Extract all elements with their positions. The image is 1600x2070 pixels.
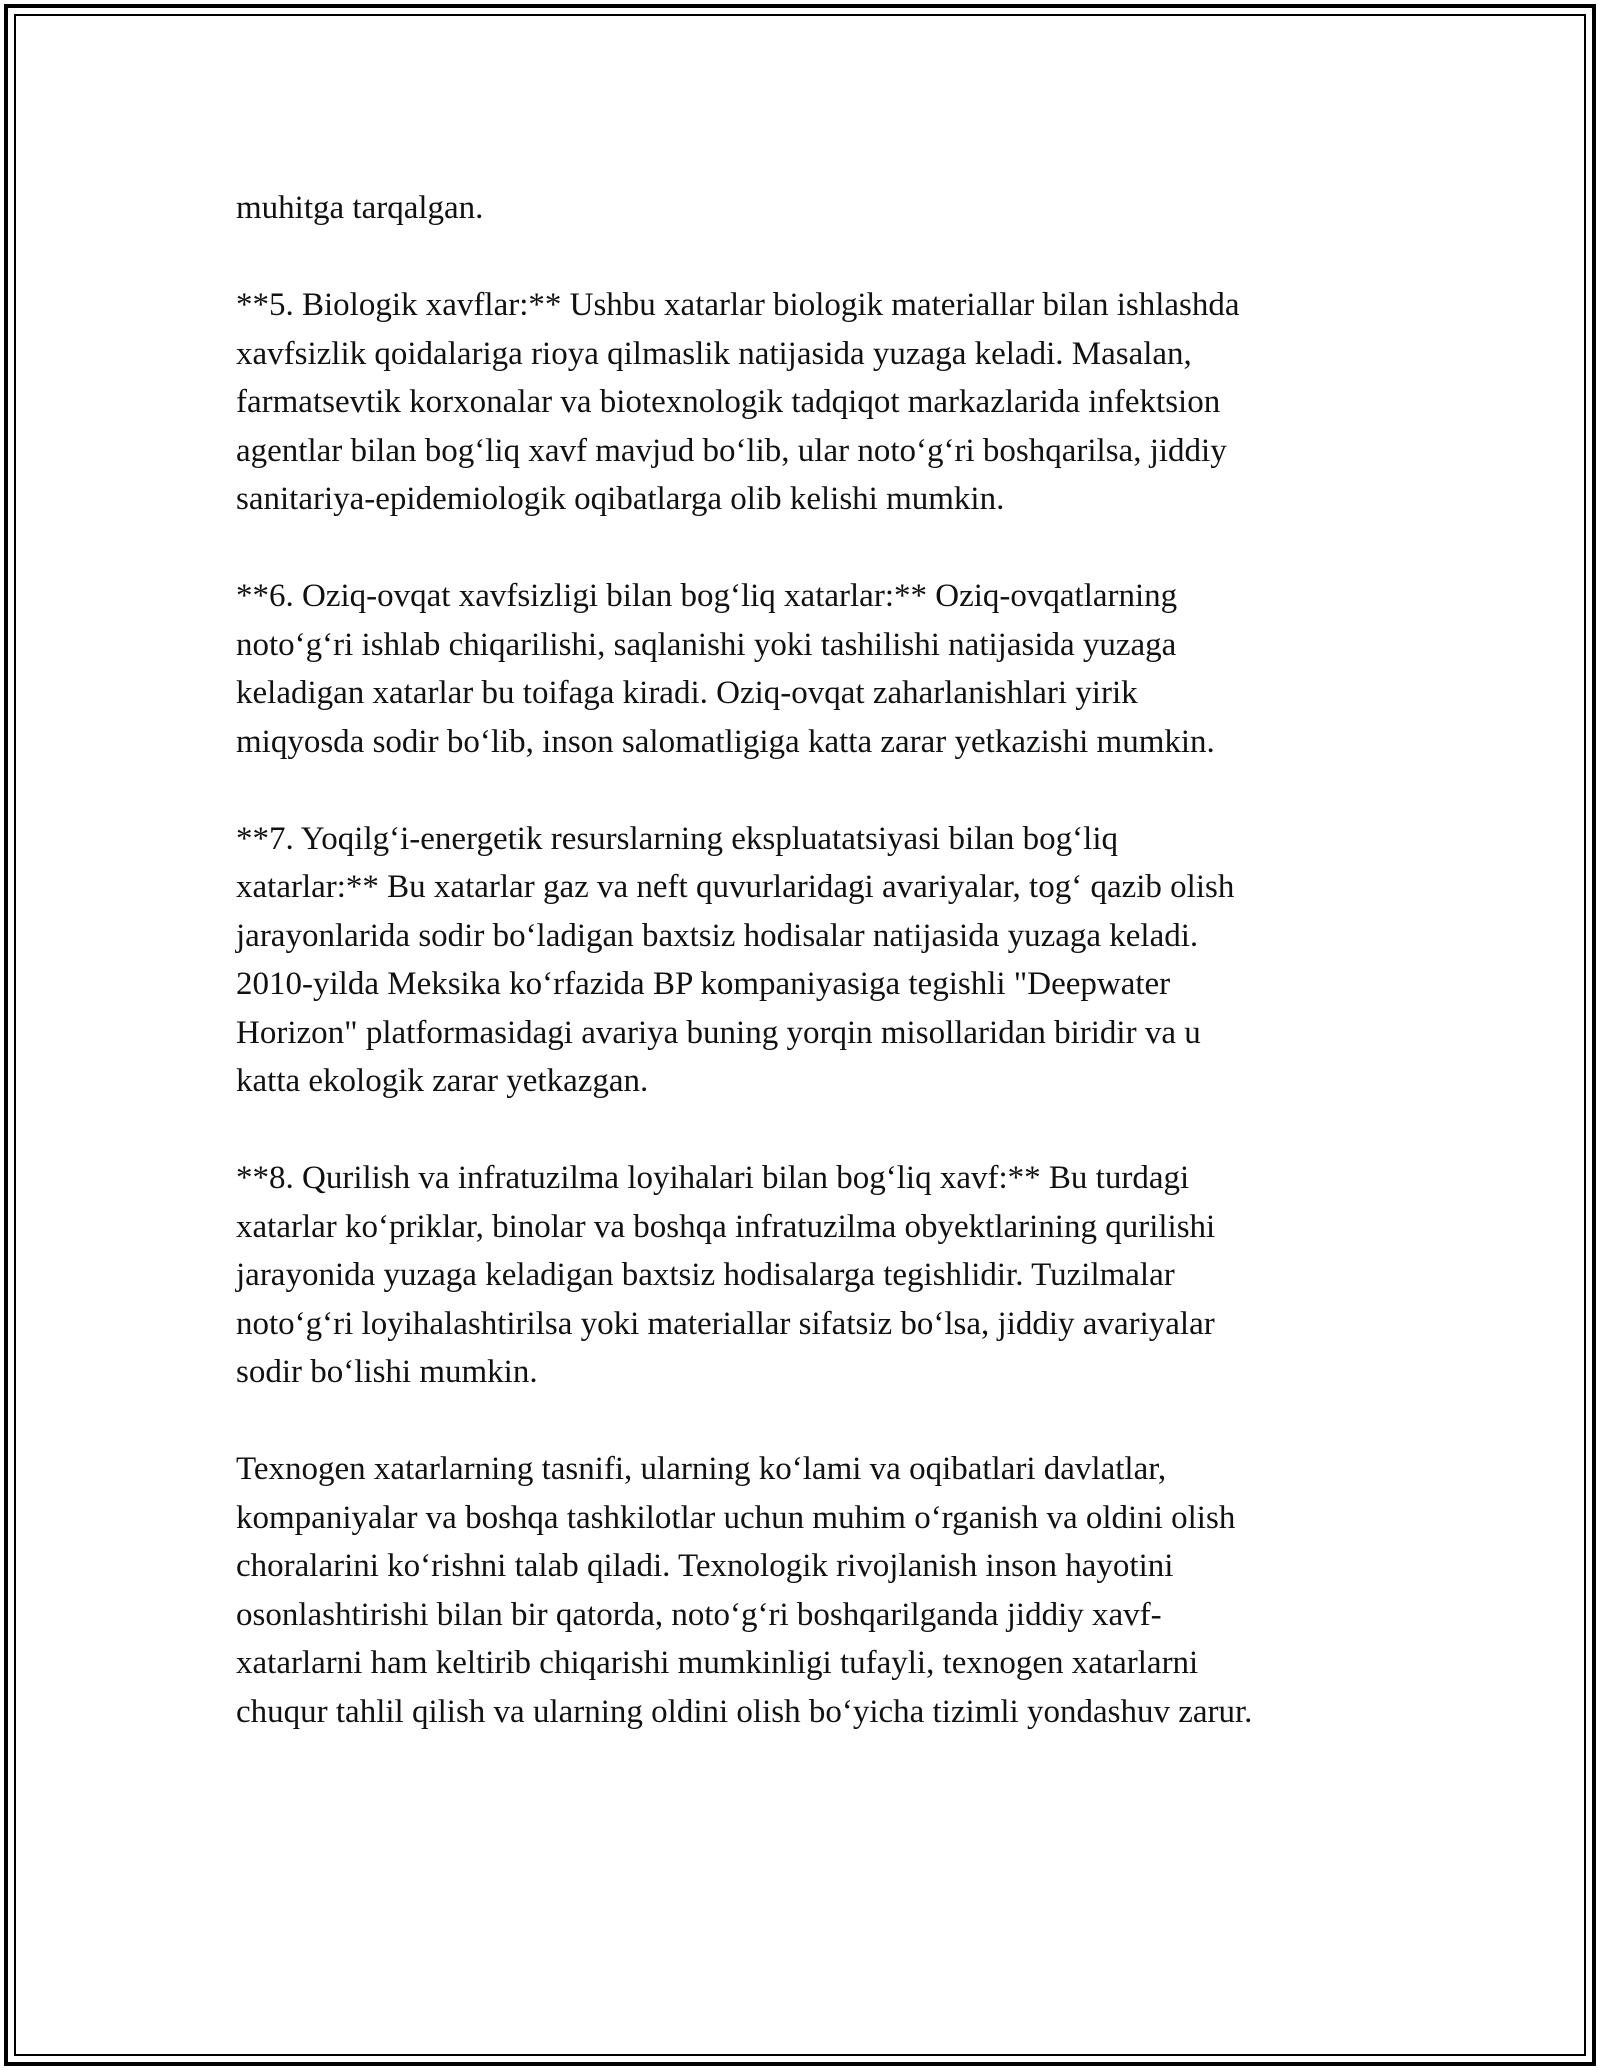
paragraph-food-safety xyxy=(236,572,1386,766)
text-line: farmatsevtik korxonalar va biotexnologik tadqiqot markazlarida infektsion xyxy=(236,384,1221,420)
text-line: muhitga tarqalgan. xyxy=(236,190,484,226)
text-line: miqyosda sodir bo‘lib, inson salomatligiga katta zarar yetkazishi mumkin. xyxy=(236,723,1215,760)
text-line: chuqur tahlil qilish va ularning oldini olish bo‘yicha tizimli yondashuv zarur. xyxy=(236,1693,1253,1730)
text-line: xatarlarni ham keltirib chiqarishi mumkinligi tufayli, texnogen xatarlarni xyxy=(236,1645,1199,1681)
text-line: sanitariya-epidemiologik oqibatlarga olib kelishi mumkin. xyxy=(236,481,1005,517)
paragraph-continuation xyxy=(236,184,1386,233)
text-line: xavfsizlik qoidalariga rioya qilmaslik natijasida yuzaga keladi. Masalan, xyxy=(236,335,1192,372)
text-line: **7. Yoqilg‘i-energetik resurslarning ekspluatatsiyasi bilan bog‘liq xyxy=(236,820,1119,857)
text-line: choralarini ko‘rishni talab qiladi. Texnologik rivojlanish inson hayotini xyxy=(236,1548,1174,1584)
text-line: **6. Oziq-ovqat xavfsizligi bilan bog‘liq xatarlar:** Oziq-ovqatlarning xyxy=(236,578,1178,614)
text-line: osonlashtirishi bilan bir qatorda, noto‘g‘ri boshqarilganda jiddiy xavf- xyxy=(236,1596,1162,1633)
text-line: **5. Biologik xavflar:** Ushbu xatarlar biologik materiallar bilan ishlashda xyxy=(236,287,1240,323)
text-line: katta ekologik zarar yetkazgan. xyxy=(236,1063,649,1099)
paragraph-biological-hazards xyxy=(236,281,1386,524)
text-line: noto‘g‘ri loyihalashtirilsa yoki materiallar sifatsiz bo‘lsa, jiddiy avariyalar xyxy=(236,1305,1215,1342)
paragraph-conclusion xyxy=(236,1445,1386,1736)
text-line: Horizon" platformasidagi avariya buning yorqin misollaridan biridir va u xyxy=(236,1014,1201,1051)
text-line: xatarlar ko‘priklar, binolar va boshqa infratuzilma obyektlarining qurilishi xyxy=(236,1208,1216,1245)
text-line: noto‘g‘ri ishlab chiqarilishi, saqlanishi yoki tashilishi natijasida yuzaga xyxy=(236,626,1177,663)
text-line: kompaniyalar va boshqa tashkilotlar uchun muhim o‘rganish va oldini olish xyxy=(236,1499,1236,1536)
text-line: agentlar bilan bog‘liq xavf mavjud bo‘lib, ular noto‘g‘ri boshqarilsa, jiddiy xyxy=(236,432,1227,469)
text-line: sodir bo‘lishi mumkin. xyxy=(236,1354,538,1390)
text-line: xatarlar:** Bu xatarlar gaz va neft quvurlaridagi avariyalar, tog‘ qazib olish xyxy=(236,869,1235,905)
text-line: jarayonlarida sodir bo‘ladigan baxtsiz hodisalar natijasida yuzaga keladi. xyxy=(236,917,1199,954)
text-line: **8. Qurilish va infratuzilma loyihalari bilan bog‘liq xavf:** Bu turdagi xyxy=(236,1160,1190,1196)
text-line: 2010-yilda Meksika ko‘rfazida BP kompaniyasiga tegishli "Deepwater xyxy=(236,966,1171,1002)
text-line: Texnogen xatarlarning tasnifi, ularning ko‘lami va oqibatlari davlatlar, xyxy=(236,1451,1167,1487)
paragraph-energy-resources xyxy=(236,815,1386,1106)
text-line: keladigan xatarlar bu toifaga kiradi. Oziq-ovqat zaharlanishlari yirik xyxy=(236,675,1138,711)
document-body xyxy=(236,184,1386,1785)
paragraph-construction xyxy=(236,1154,1386,1397)
text-line: jarayonida yuzaga keladigan baxtsiz hodisalarga tegishlidir. Tuzilmalar xyxy=(236,1257,1175,1293)
